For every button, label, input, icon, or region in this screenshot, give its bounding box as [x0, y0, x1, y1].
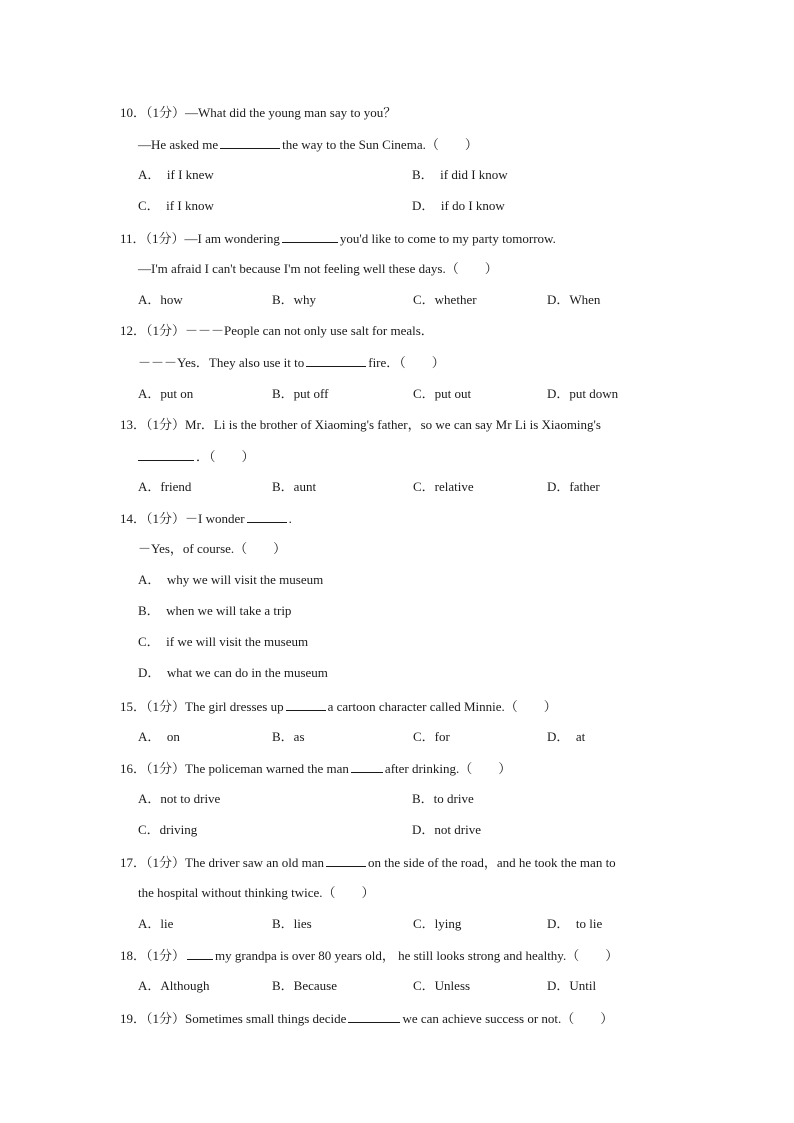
question-text: —What did the young man say to you？ [185, 105, 397, 120]
question-text: The driver saw an old man [185, 855, 325, 870]
question-10-stem [120, 105, 396, 121]
question-score: （1分） [146, 1011, 186, 1026]
answer-blank [348, 1010, 400, 1023]
option-d: D． if do I know [412, 198, 505, 213]
question-score: （1分） [146, 417, 186, 432]
question-score: （1分） [146, 105, 186, 120]
question-score: （1分） [146, 855, 186, 870]
option-b: B．why [272, 292, 317, 307]
question-11-stem [120, 230, 556, 246]
option-b: B．as [272, 729, 305, 744]
question-text: —He asked me [138, 137, 219, 152]
question-text: a cartoon character called Minnie.（ ） [327, 699, 557, 714]
question-number: 14． [120, 511, 147, 526]
option-d: D．father [547, 479, 600, 494]
question-score: （1分） [146, 948, 186, 963]
question-10-line-2 [138, 136, 478, 152]
option-d: D． what we can do in the museum [138, 665, 328, 680]
question-13-line-2 [138, 448, 255, 464]
option-d: D． at [547, 729, 586, 744]
question-number: 16． [120, 761, 147, 776]
option-a: A． on [138, 729, 180, 744]
question-text: fire．（ ） [368, 355, 445, 370]
option-a: A．friend [138, 479, 192, 494]
question-score: （1分） [146, 323, 186, 338]
answer-blank [138, 448, 194, 461]
question-text: Sometimes small things decide [185, 1011, 347, 1026]
option-c: C．Unless [413, 978, 471, 993]
answer-blank [187, 947, 213, 960]
option-a: A．how [138, 292, 183, 307]
option-a: A．put on [138, 386, 194, 401]
question-text: —I'm afraid I can't because I'm not feeling well these days.（ ） [138, 261, 498, 276]
option-c: C．put out [413, 386, 472, 401]
question-19-stem [120, 1010, 613, 1026]
question-15-stem [120, 698, 557, 714]
question-text: . [288, 511, 292, 526]
option-b: B．lies [272, 916, 312, 931]
option-a: A．not to drive [138, 791, 221, 806]
option-d: D．When [547, 292, 601, 307]
question-number: 17． [120, 855, 147, 870]
question-score: （1分） [145, 231, 185, 246]
question-14-line-2 [138, 541, 286, 557]
question-number: 19． [120, 1011, 147, 1026]
question-number: 18． [120, 948, 147, 963]
option-c: C． if I know [138, 198, 214, 213]
question-score: （1分） [146, 761, 186, 776]
option-c: C．whether [413, 292, 477, 307]
question-text: －I wonder [185, 511, 245, 526]
option-d: D．not drive [412, 822, 481, 837]
option-c: C．relative [413, 479, 474, 494]
question-number: 10． [120, 105, 147, 120]
question-16-stem [120, 760, 511, 776]
question-13-stem [120, 417, 601, 433]
option-c: C．driving [138, 822, 198, 837]
option-c: C． if we will visit the museum [138, 634, 309, 649]
question-number: 11． [120, 231, 146, 246]
option-b: B．put off [272, 386, 329, 401]
answer-blank [282, 230, 338, 243]
question-text: the hospital without thinking twice.（ ） [138, 885, 375, 900]
answer-blank [351, 760, 383, 773]
question-text: The policeman warned the man [185, 761, 349, 776]
answer-blank [326, 854, 366, 867]
question-score: （1分） [146, 511, 186, 526]
question-17-line-2 [138, 885, 375, 901]
option-b: B． if did I know [412, 167, 508, 182]
answer-blank [247, 510, 287, 523]
question-text: －－－People can not only use salt for meals． [185, 323, 434, 338]
question-17-stem [120, 854, 616, 870]
question-text: the way to the Sun Cinema.（ ） [282, 137, 478, 152]
question-14-stem [120, 510, 292, 526]
question-number: 12． [120, 323, 147, 338]
question-text: Mr．Li is the brother of Xiaoming's father，so we can say Mr Li is Xiaoming's [185, 417, 601, 432]
question-text: ．（ ） [196, 449, 255, 464]
question-number: 15． [120, 699, 147, 714]
question-text: The girl dresses up [185, 699, 284, 714]
question-text: —I am wondering [184, 231, 280, 246]
question-number: 13． [120, 417, 147, 432]
option-c: C．for [413, 729, 450, 744]
question-score: （1分） [146, 699, 186, 714]
option-b: B．to drive [412, 791, 474, 806]
option-b: B． when we will take a trip [138, 603, 292, 618]
question-text: my grandpa is over 80 years old， he still looks strong and healthy.（ ） [215, 948, 619, 963]
answer-blank [286, 698, 326, 711]
answer-blank [220, 136, 280, 149]
option-b: B．Because [272, 978, 337, 993]
question-12-line-2 [138, 354, 445, 370]
question-18-stem [120, 947, 618, 963]
option-a: A．lie [138, 916, 174, 931]
option-a: A． if I knew [138, 167, 214, 182]
option-b: B．aunt [272, 479, 317, 494]
question-text: after drinking.（ ） [384, 761, 512, 776]
option-d: D． to lie [547, 916, 603, 931]
option-a: A．Although [138, 978, 210, 993]
question-text: we can achieve success or not.（ ） [402, 1011, 614, 1026]
option-d: D．put down [547, 386, 619, 401]
option-a: A． why we will visit the museum [138, 572, 324, 587]
option-c: C．lying [413, 916, 462, 931]
question-11-line-2 [138, 261, 498, 277]
question-text: －Yes，of course.（ ） [138, 541, 287, 556]
answer-blank [306, 354, 366, 367]
option-d: D．Until [547, 978, 597, 993]
question-text: on the side of the road，and he took the man to [368, 855, 616, 870]
question-text: －－－Yes．They also use it to [138, 355, 305, 370]
question-text: you'd like to come to my party tomorrow. [339, 231, 556, 246]
question-12-stem [120, 323, 434, 339]
